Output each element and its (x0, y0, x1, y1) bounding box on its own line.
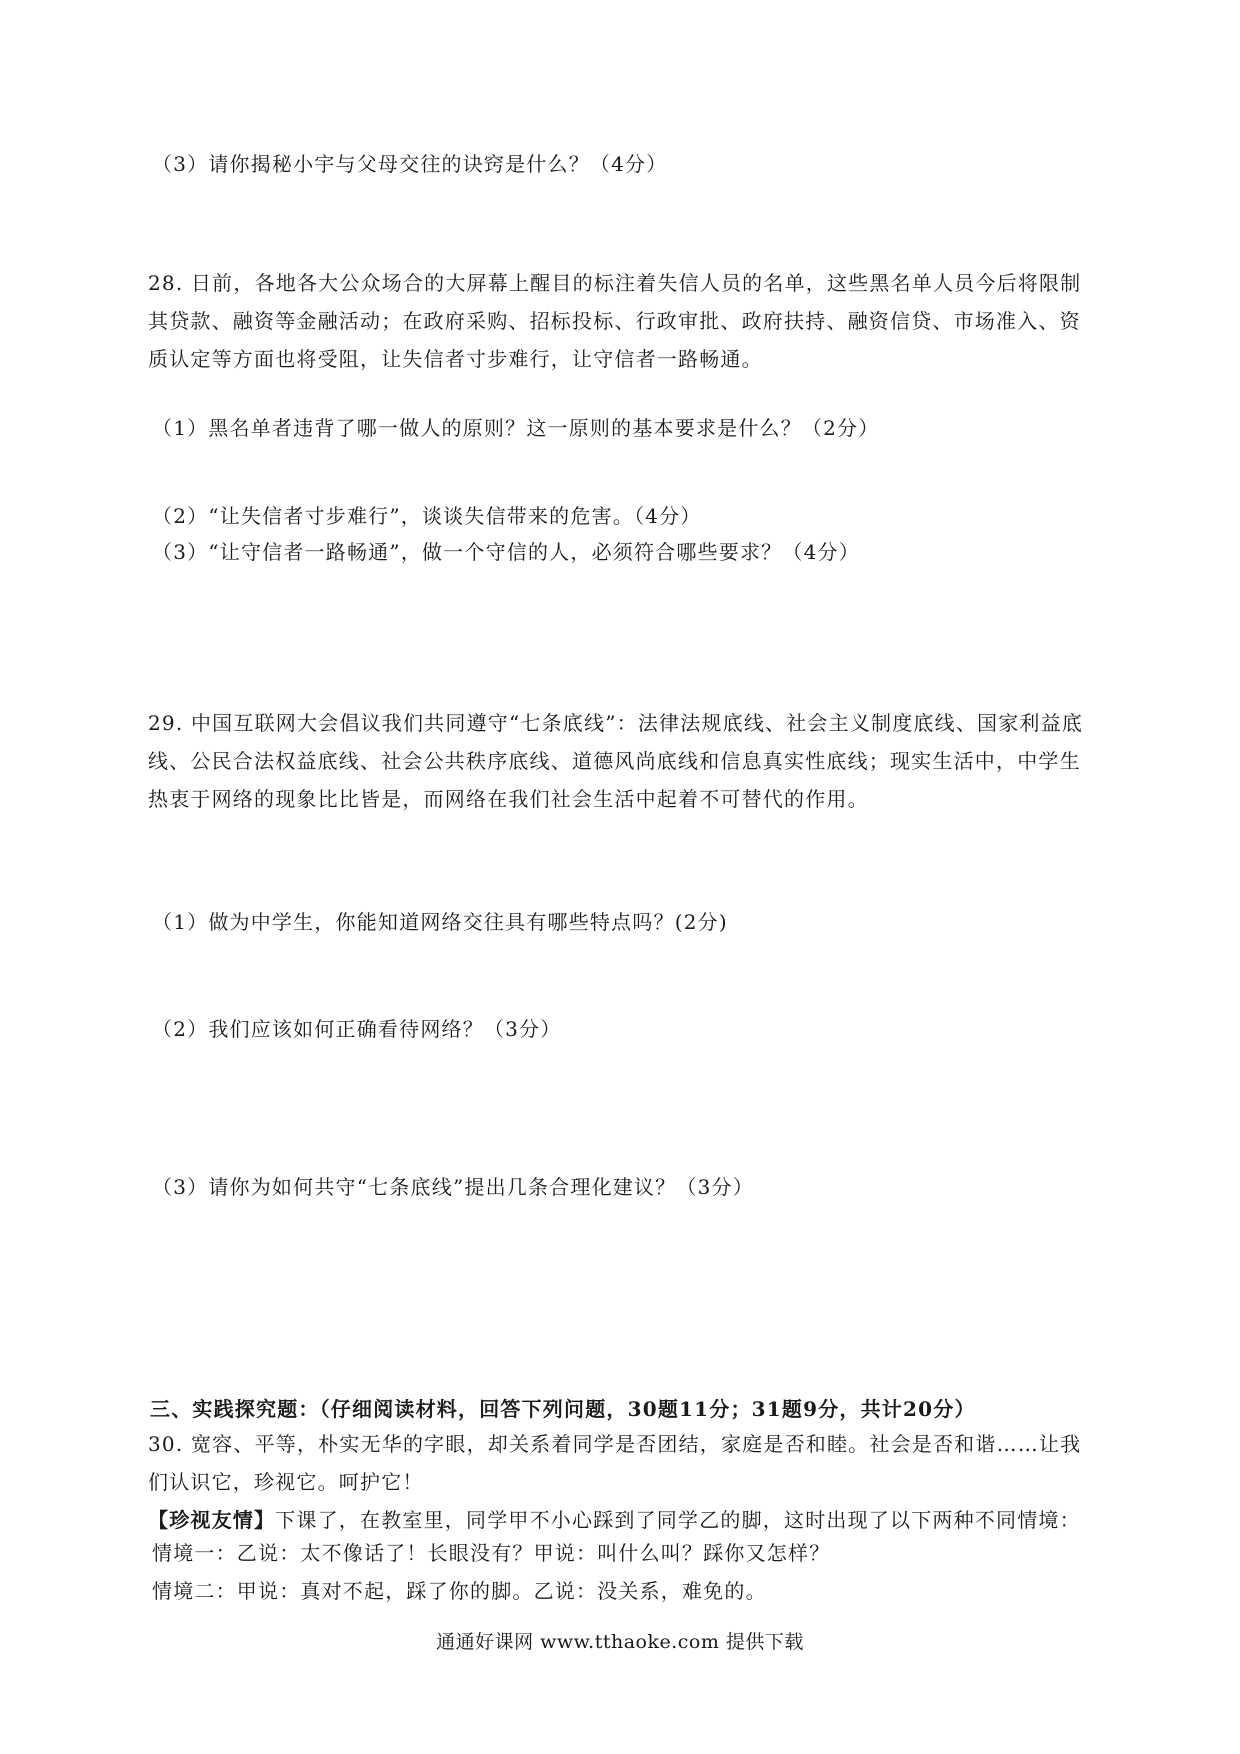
question-27-part-3: （3）请你揭秘小宇与父母交往的诀窍是什么？（4分） (152, 152, 668, 176)
question-30-material (148, 1501, 1098, 1539)
question-28-stem: 28. 日前，各地各大公众场合的大屏幕上醒目的标注着失信人员的名单，这些黑名单人员今后将限制其贷款、融资等金融活动；在政府采购、招标投标、行政审批、政府扶持、融资信贷、市场准入、资质认定等方面也将受阻，让失信者寸步难行，让守信者一路畅通。 (148, 271, 1082, 371)
question-28-part-2: （2）“让失信者寸步难行”，谈谈失信带来的危害。（4分） (152, 504, 702, 528)
question-28-part-1: （1）黑名单者违背了哪一做人的原则？这一原则的基本要求是什么？（2分） (152, 416, 880, 440)
question-29-stem: 29. 中国互联网大会倡议我们共同遵守“七条底线”：法律法规底线、社会主义制度底线、国家利益底线、公民合法权益底线、社会公共秩序底线、道德风尚底线和信息真实性底线；现实生活中，中学生热衷于网络的现象比比皆是，而网络在我们社会生活中起着不可替代的作用。 (148, 711, 1084, 811)
page-footer: 通通好课网 www.tthaoke.com 提供下载 (436, 1631, 804, 1653)
question-29-part-3: （3）请你为如何共守“七条底线”提出几条合理化建议？（3分） (152, 1175, 754, 1199)
section-3-heading: 三、实践探究题：（仔细阅读材料，回答下列问题，30题11分；31题9分，共计20分） (150, 1397, 976, 1421)
scene-1: 情境一：乙说：太不像话了！长眼没有？甲说：叫什么叫？踩你又怎样？ (152, 1541, 831, 1565)
question-28-part-3: （3）“让守信者一路畅通”，做一个守信的人，必须符合哪些要求？（4分） (152, 540, 860, 564)
question-29-part-1: （1）做为中学生，你能知道网络交往具有哪些特点吗？(2分) (152, 910, 728, 934)
scene-2: 情境二：甲说：真对不起，踩了你的脚。乙说：没关系，难免的。 (152, 1579, 767, 1603)
question-29-part-2: （2）我们应该如何正确看待网络？（3分） (152, 1017, 562, 1041)
question-30-stem: 30. 宽容、平等，朴实无华的字眼，却关系着同学是否团结，家庭是否和睦。社会是否和谐……让我们认识它，珍视它。呵护它！ (148, 1432, 1082, 1494)
material-tag: 【珍视友情】 (148, 1508, 276, 1532)
material-text: 下课了，在教室里，同学甲不小心踩到了同学乙的脚，这时出现了以下两种不同情境： (275, 1508, 1081, 1532)
